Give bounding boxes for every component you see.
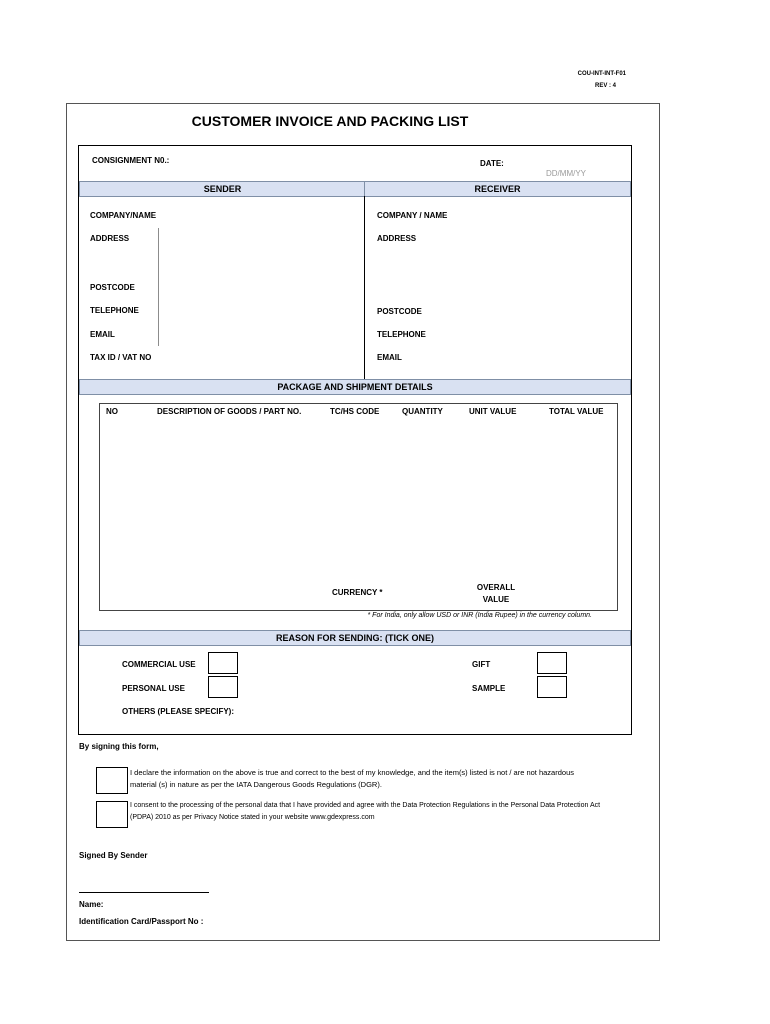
sender-company-input[interactable] bbox=[160, 205, 360, 225]
sample-label: SAMPLE bbox=[472, 684, 506, 693]
receiver-heading: RECEIVER bbox=[364, 181, 631, 197]
receiver-telephone-input[interactable] bbox=[450, 325, 625, 345]
personal-use-label: PERSONAL USE bbox=[122, 684, 185, 693]
receiver-address-input[interactable] bbox=[450, 228, 625, 298]
sender-postcode-input[interactable] bbox=[160, 279, 360, 299]
col-unit-value: UNIT VALUE bbox=[469, 407, 517, 416]
overall-value-label: OVERALL VALUE bbox=[476, 583, 516, 602]
declaration-checkbox-2[interactable] bbox=[96, 801, 128, 828]
sender-input-guide bbox=[158, 228, 159, 346]
receiver-postcode-label: POSTCODE bbox=[377, 307, 422, 316]
receiver-company-input[interactable] bbox=[450, 205, 625, 225]
name-label: Name: bbox=[79, 900, 104, 909]
consignment-label: CONSIGNMENT N0.: bbox=[92, 156, 170, 165]
col-quantity: QUANTITY bbox=[402, 407, 443, 416]
declaration-statement-2: I consent to the processing of the personal data that I have provided and agree with the Data Protection Regulations in the Personal Data Protection Act (PDPA) 2010 as per Privacy Notice stated in your website www.gdexpress.com bbox=[130, 802, 601, 821]
others-label: OTHERS (PLEASE SPECIFY): bbox=[122, 707, 235, 716]
signature-line bbox=[79, 892, 209, 893]
gift-checkbox[interactable] bbox=[537, 652, 567, 674]
declaration-statement-1: I declare the information on the above is true and correct to the best of my knowledge, and the item(s) listed is not / are not hazardous material (s) in nature as per the IATA Dangerous Goods Regulations (DGR). bbox=[130, 768, 574, 789]
col-description: DESCRIPTION OF GOODS / PART NO. bbox=[157, 407, 302, 416]
sender-tax-label: TAX ID / VAT NO bbox=[90, 353, 152, 362]
sender-address-label: ADDRESS bbox=[90, 234, 130, 243]
sender-email-input[interactable] bbox=[160, 325, 360, 345]
form-revision: REV : 4 bbox=[594, 83, 616, 89]
reason-heading: REASON FOR SENDING: (TICK ONE) bbox=[79, 630, 631, 646]
sender-company-label: COMPANY/NAME bbox=[90, 211, 157, 220]
form-code: COU-INT-INT-F01 bbox=[577, 71, 626, 77]
sender-receiver-divider bbox=[364, 196, 365, 379]
sender-tax-input[interactable] bbox=[160, 348, 360, 368]
others-input[interactable] bbox=[230, 703, 620, 721]
receiver-telephone-label: TELEPHONE bbox=[377, 330, 426, 339]
sample-checkbox[interactable] bbox=[537, 676, 567, 698]
col-total-value: TOTAL VALUE bbox=[549, 407, 604, 416]
form-title: CUSTOMER INVOICE AND PACKING LIST bbox=[191, 113, 469, 129]
sender-email-label: EMAIL bbox=[90, 330, 115, 339]
package-table[interactable] bbox=[99, 403, 618, 611]
sender-telephone-label: TELEPHONE bbox=[90, 306, 139, 315]
receiver-address-label: ADDRESS bbox=[377, 234, 417, 243]
col-no: NO bbox=[106, 407, 118, 416]
col-hs-code: TC/HS CODE bbox=[330, 407, 380, 416]
currency-label: CURRENCY * bbox=[332, 588, 383, 597]
sender-postcode-label: POSTCODE bbox=[90, 283, 135, 292]
date-label: DATE: bbox=[480, 159, 504, 168]
gift-label: GIFT bbox=[472, 660, 491, 669]
date-field[interactable]: DD/MM/YY bbox=[546, 169, 586, 178]
signed-by-label: Signed By Sender bbox=[79, 851, 148, 860]
currency-note: * For India, only allow USD or INR (India Rupee) in the currency column. bbox=[367, 612, 592, 619]
id-label: Identification Card/Passport No : bbox=[79, 917, 204, 926]
sender-heading: SENDER bbox=[79, 181, 366, 197]
sender-address-input[interactable] bbox=[160, 228, 360, 278]
receiver-email-input[interactable] bbox=[450, 348, 625, 368]
receiver-company-label: COMPANY / NAME bbox=[377, 211, 448, 220]
signature-area[interactable] bbox=[79, 862, 209, 892]
receiver-postcode-input[interactable] bbox=[450, 302, 625, 322]
commercial-use-checkbox[interactable] bbox=[208, 652, 238, 674]
declaration-intro: By signing this form, bbox=[79, 742, 159, 751]
personal-use-checkbox[interactable] bbox=[208, 676, 238, 698]
commercial-use-label: COMMERCIAL USE bbox=[122, 660, 196, 669]
sender-telephone-input[interactable] bbox=[160, 302, 360, 322]
package-heading: PACKAGE AND SHIPMENT DETAILS bbox=[79, 379, 631, 395]
declaration-checkbox-1[interactable] bbox=[96, 767, 128, 794]
receiver-email-label: EMAIL bbox=[377, 353, 402, 362]
